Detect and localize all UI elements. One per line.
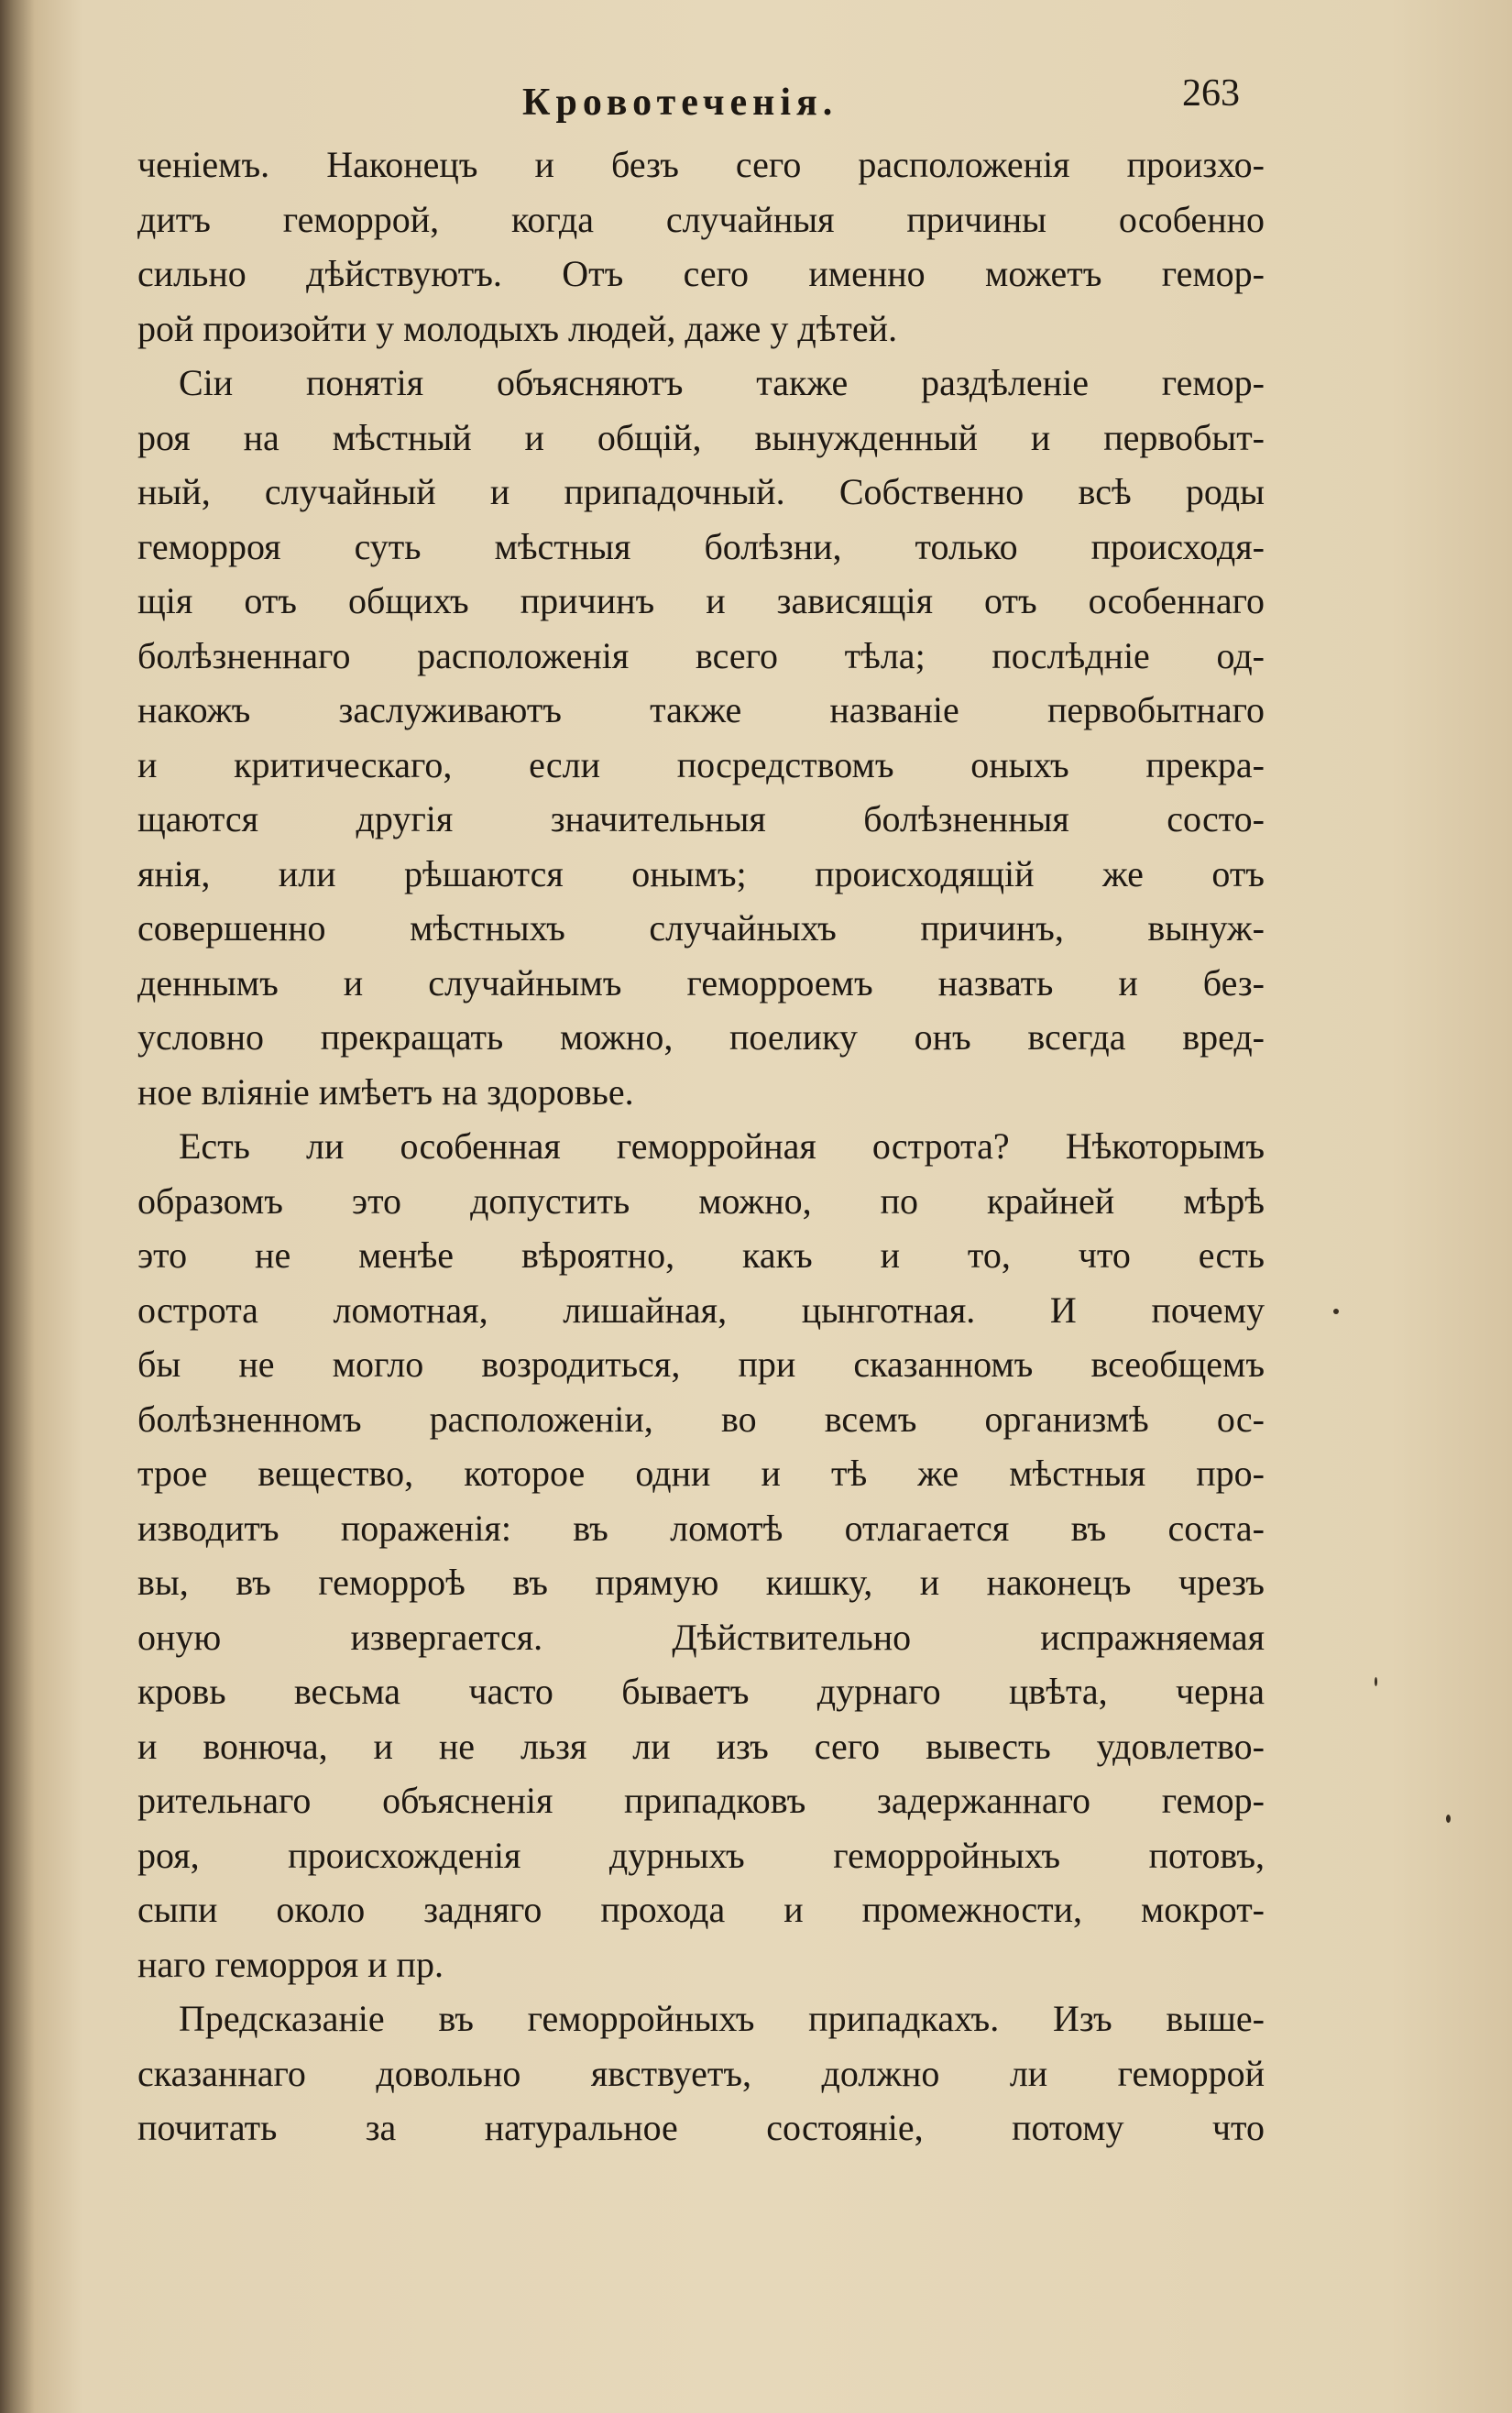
text-line: рой произойти у молодыхъ людей, даже у дѣтей. (137, 307, 898, 349)
text-line: щаются другія значительныя болѣзненныя состо- (137, 798, 1265, 839)
text-line: болѣзненнаго расположенія всего тѣла; послѣдніе од- (137, 634, 1265, 676)
text-line: это не менѣе вѣроятно, какъ и то, что есть (137, 1234, 1265, 1276)
text-line: Есть ли особенная геморройная острота? Нѣкоторымъ (179, 1125, 1265, 1167)
text-line: вы, въ геморроѣ въ прямую кишку, и наконецъ чрезъ (137, 1562, 1265, 1603)
text-line: и критическаго, если посредствомъ оныхъ прекра- (137, 743, 1265, 785)
text-line: роя, происхожденія дурныхъ геморройныхъ потовъ, (137, 1834, 1265, 1876)
body-text (137, 137, 1265, 2155)
text-line: накожъ заслуживаютъ также названіе первобытнаго (137, 689, 1265, 730)
paper-speck (1375, 1677, 1377, 1686)
text-line: щія отъ общихъ причинъ и зависящія отъ особеннаго (137, 580, 1265, 621)
text-line: Сіи понятія объясняютъ также раздѣленіе гемор- (179, 362, 1265, 403)
paper-speck (1446, 1815, 1451, 1823)
text-line: бы не могло возродиться, при сказанномъ всеобщемъ (137, 1344, 1265, 1385)
text-line: сильно дѣйствуютъ. Отъ сего именно можетъ гемор- (137, 253, 1265, 294)
text-line: изводитъ пораженія: въ ломотѣ отлагается въ соста- (137, 1507, 1265, 1549)
text-line: наго геморроя и пр. (137, 1943, 444, 1985)
text-line: сыпи около задняго прохода и промежности, мокрот- (137, 1889, 1265, 1930)
text-line: условно прекращать можно, поелику онъ всегда вред- (137, 1016, 1265, 1058)
text-line: острота ломотная, лишайная, цынготная. И почему (137, 1289, 1265, 1331)
text-line: рительнаго объясненія припадковъ задержаннаго гемор- (137, 1780, 1265, 1821)
text-line: трое вещество, которое одни и тѣ же мѣстныя про- (137, 1453, 1265, 1494)
paper-speck (1333, 1309, 1339, 1314)
text-line: геморроя суть мѣстныя болѣзни, только происходя- (137, 525, 1265, 567)
page-header (0, 71, 1512, 126)
text-line: болѣзненномъ расположеніи, во всемъ организмѣ ос- (137, 1398, 1265, 1440)
text-line: и вонюча, и не льзя ли изъ сего вывесть удовлетво- (137, 1725, 1265, 1767)
text-line: совершенно мѣстныхъ случайныхъ причинъ, вынуж- (137, 907, 1265, 949)
text-line: кровь весьма часто бываетъ дурнаго цвѣта, черна (137, 1671, 1265, 1712)
text-line: оную извергается. Дѣйствительно испражняемая (137, 1616, 1265, 1658)
text-line: почитать за натуральное состояніе, потому что (137, 2107, 1265, 2148)
text-line: роя на мѣстный и общій, вынужденный и первобыт- (137, 416, 1265, 458)
running-title: Кровотеченія. (522, 82, 838, 124)
text-line: Предсказаніе въ геморройныхъ припадкахъ. Изъ выше- (179, 1998, 1265, 2039)
text-line: ный, случайный и припадочный. Собственно всѣ роды (137, 471, 1265, 512)
text-line: янія, или рѣшаются онымъ; происходящій же отъ (137, 852, 1265, 894)
text-line: деннымъ и случайнымъ геморроемъ назвать и без- (137, 961, 1265, 1004)
text-line: ченіемъ. Наконецъ и безъ сего расположенія произхо- (137, 144, 1265, 185)
text-line: образомъ это допустить можно, по крайней мѣрѣ (137, 1179, 1265, 1222)
text-line: ное вліяніе имѣетъ на здоровье. (137, 1070, 634, 1113)
text-line: сказаннаго довольно явствуетъ, должно ли геморрой (137, 2052, 1265, 2094)
text-line: дитъ геморрой, когда случайныя причины особенно (137, 198, 1265, 240)
page-number: 263 (1182, 72, 1240, 115)
